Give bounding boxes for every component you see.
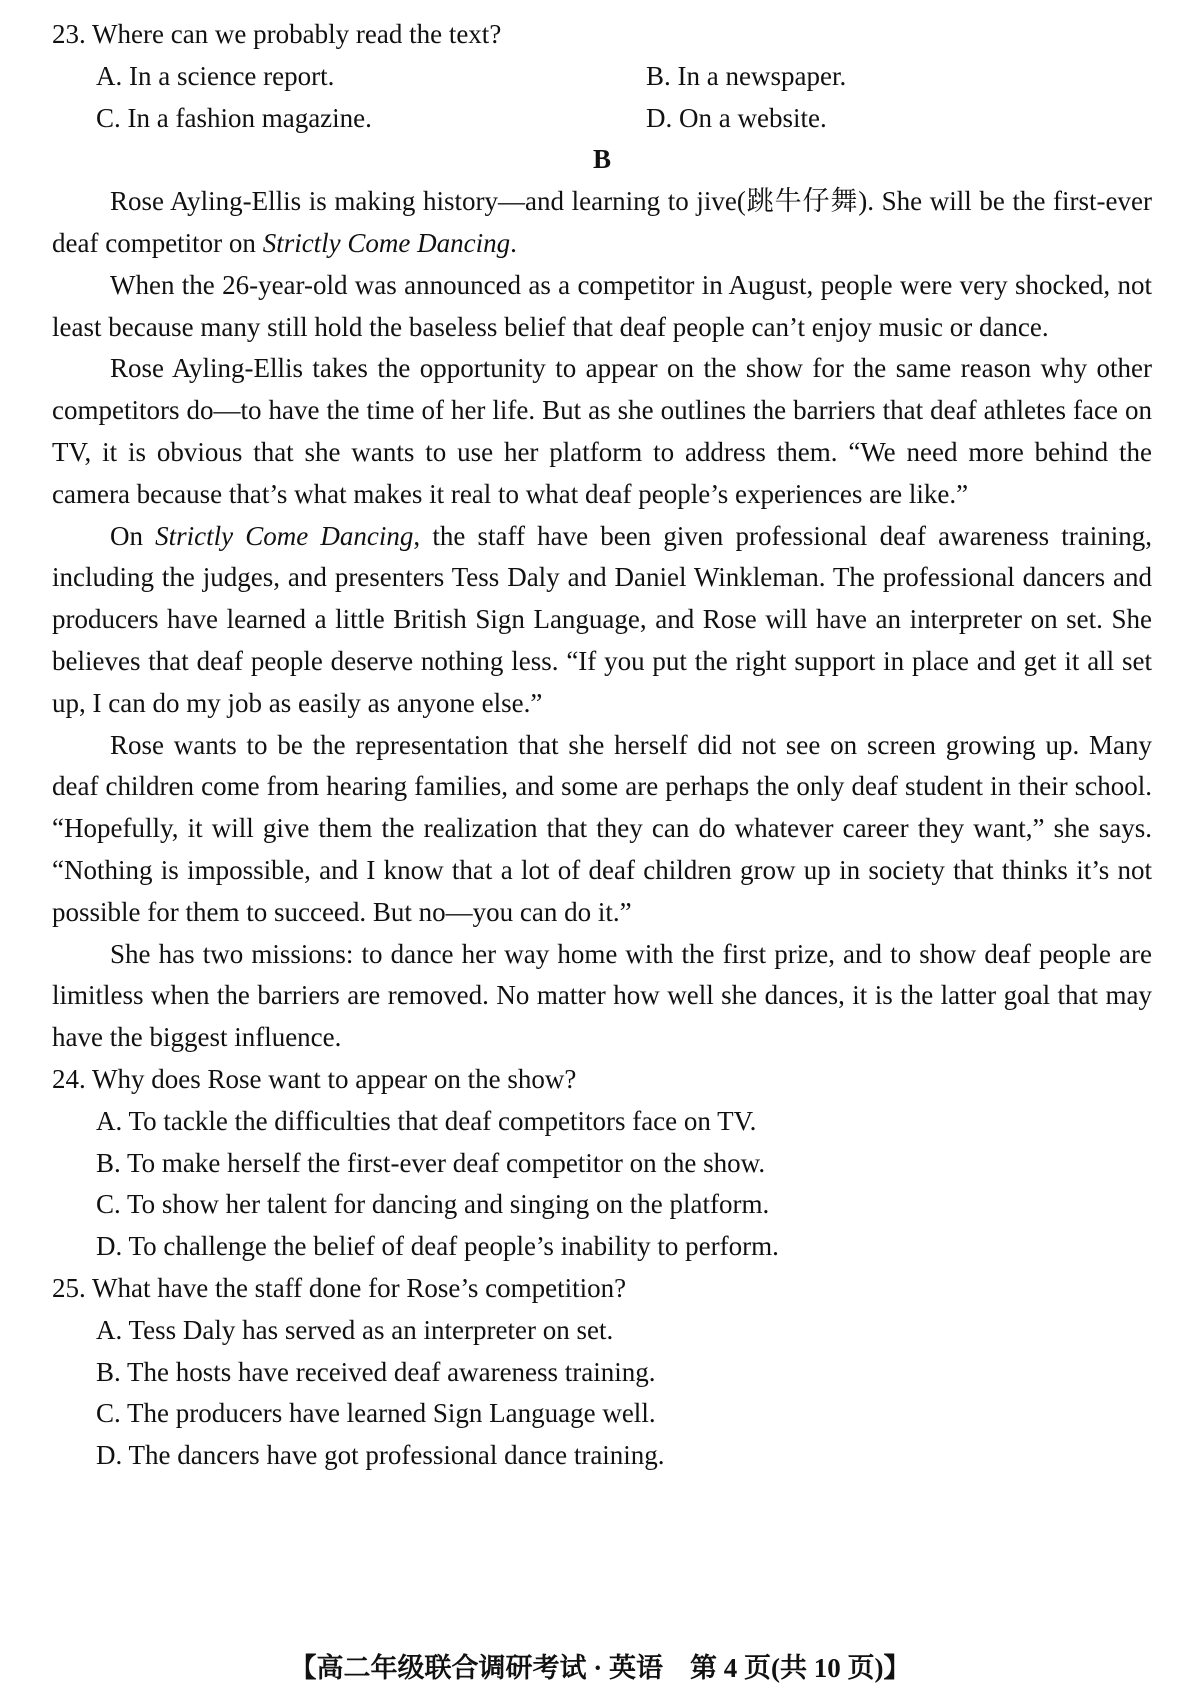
- question-23-option-b: B. In a newspaper.: [646, 60, 847, 91]
- show-title: Strictly Come Dancing: [155, 520, 414, 551]
- show-title: Strictly Come Dancing: [262, 227, 511, 258]
- question-25-option-c: C. The producers have learned Sign Language well.: [96, 1398, 656, 1429]
- passage-paragraph-6: She has two missions: to dance her way home with the first prize, and to show deaf people are limitless when the barriers are removed. No matter how well she dances, it is the latter goal that may have the biggest influence.: [52, 938, 1152, 1053]
- p1-text: Rose Ayling-Ellis is making history—and learning to jive(跳牛仔舞). She will be the first-ever deaf competitor on: [52, 186, 1152, 258]
- question-24-option-a: A. To tackle the difficulties that deaf competitors face on TV.: [96, 1105, 757, 1136]
- question-24-option-b: B. To make herself the first-ever deaf competitor on the show.: [96, 1147, 766, 1178]
- question-24-stem: 24. Why does Rose want to appear on the show?: [52, 1063, 577, 1094]
- passage-paragraph-4: [52, 516, 1152, 725]
- question-23-option-a: A. In a science report.: [96, 60, 335, 91]
- passage-paragraph-2: When the 26-year-old was announced as a competitor in August, people were very shocked, not least because many still hold the baseless belief that deaf people can’t enjoy music or dance.: [52, 269, 1152, 342]
- page-footer: 【高二年级联合调研考试 · 英语 第 4 页(共 10 页)】: [289, 1653, 911, 1683]
- question-23-option-d: D. On a website.: [646, 102, 827, 133]
- exam-page: [52, 14, 1152, 1477]
- question-25-option-a: A. Tess Daly has served as an interpreter on set.: [96, 1314, 614, 1345]
- question-23-options-row-1: [52, 56, 1152, 98]
- p4-start: On: [110, 520, 156, 551]
- section-b-title: B: [592, 144, 611, 175]
- passage-paragraph-3: Rose Ayling-Ellis takes the opportunity to appear on the show for the same reason why other competitors do—to have the time of her life. But as she outlines the barriers that deaf athletes face on TV, it is obvious that she wants to use her platform to address them. “We need more behind the camera because that’s what makes it real to what deaf people’s experiences are like.”: [52, 353, 1152, 509]
- question-25-option-b: B. The hosts have received deaf awareness training.: [96, 1356, 656, 1387]
- question-24-option-c: C. To show her talent for dancing and singing on the platform.: [96, 1189, 770, 1220]
- question-25-option-d: D. The dancers have got professional dance training.: [96, 1440, 665, 1471]
- question-23-options-row-2: [52, 98, 1152, 140]
- question-23-stem: 23. Where can we probably read the text?: [52, 19, 502, 49]
- passage-paragraph-5: Rose wants to be the representation that she herself did not see on screen growing up. Many deaf children come from hearing families, and some are perhaps the only deaf student in their school. “Hopefully, it will give them the realization that they can do whatever career they want,” she says. “Nothing is impossible, and I know that a lot of deaf children grow up in society that thinks it’s not possible for them to succeed. But no—you can do it.”: [52, 729, 1152, 927]
- question-24-option-d: D. To challenge the belief of deaf people’s inability to perform.: [96, 1231, 779, 1262]
- question-23-option-c: C. In a fashion magazine.: [96, 102, 372, 133]
- p4-text: , the staff have been given professional deaf awareness training, including the judges, and presenters Tess Daly and Daniel Winkleman. The professional dancers and producers have learned a little British Sign Language, and Rose will have an interpreter on set. She believes that deaf people deserve nothing less. “If you put the right support in place and get it all set up, I can do my job as easily as anyone else.”: [52, 520, 1152, 718]
- p1-end: .: [510, 227, 517, 258]
- question-25-stem: 25. What have the staff done for Rose’s competition?: [52, 1272, 627, 1303]
- passage-paragraph-1: [52, 181, 1152, 265]
